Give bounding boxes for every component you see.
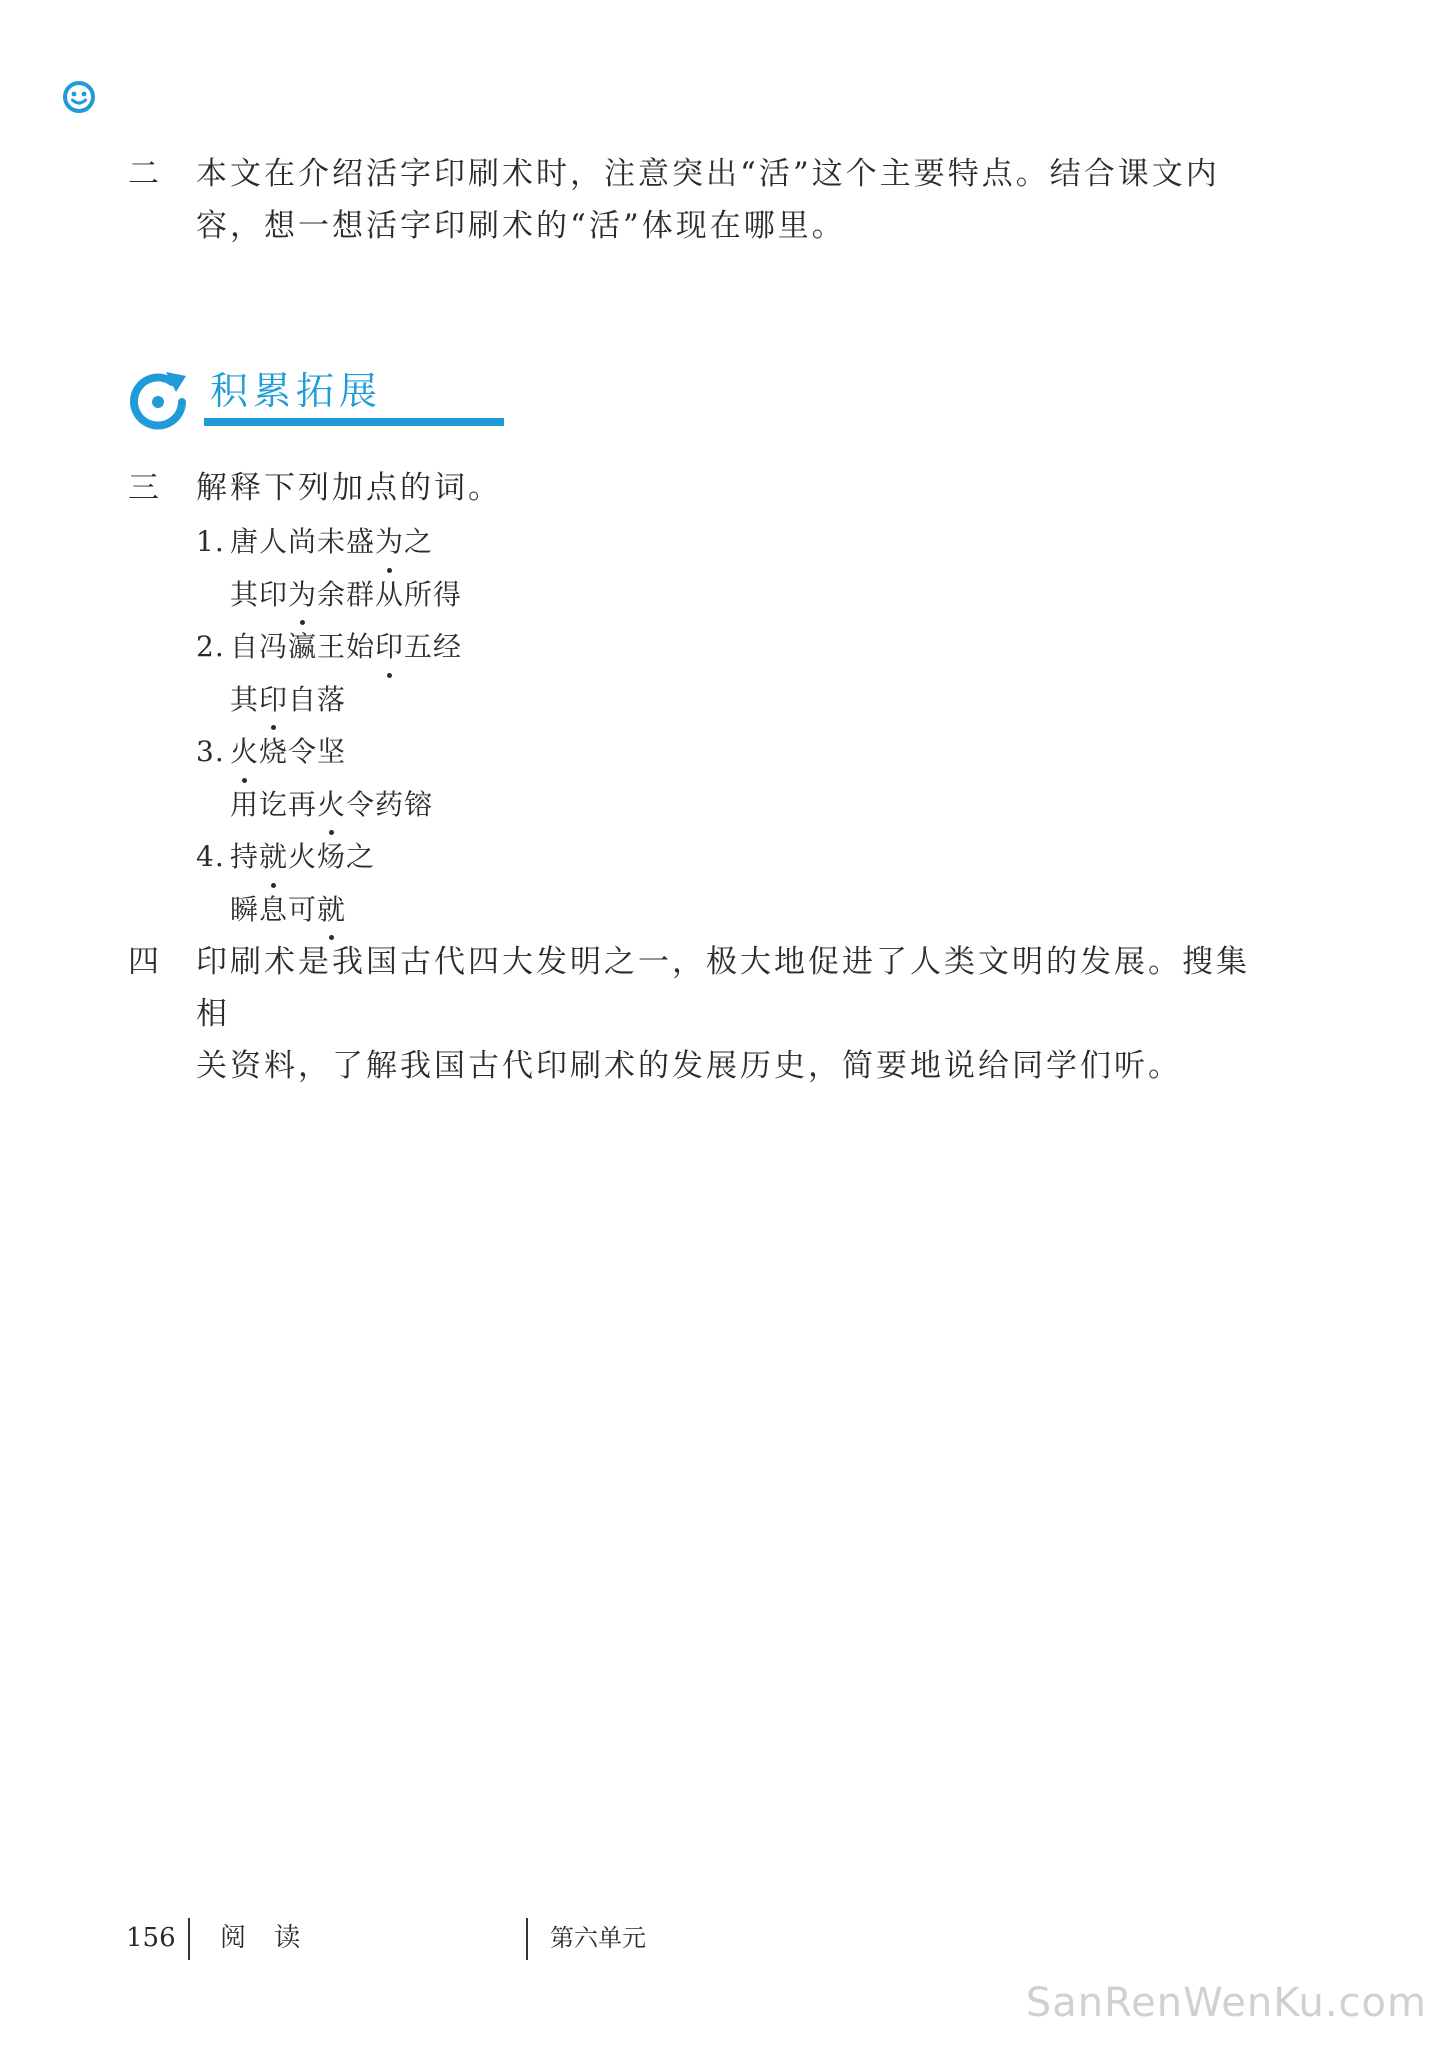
exercise-line: 印刷术是我国古代四大发明之一，极大地促进了人类文明的发展。搜集相 <box>196 944 1250 1032</box>
list-item <box>196 884 462 937</box>
exercise-line: 关资料，了解我国古代印刷术的发展历史，简要地说给同学们听。 <box>196 1048 1182 1084</box>
dotted-word: 火 <box>317 779 346 832</box>
list-item <box>196 569 462 622</box>
dotted-word: 就 <box>317 884 346 937</box>
item-index: 3. <box>196 735 225 768</box>
footer-section-name: 阅 读 <box>220 1923 311 1953</box>
dotted-word: 为 <box>375 516 404 569</box>
dotted-word: 为 <box>288 569 317 622</box>
list-item <box>196 726 462 779</box>
section-header <box>126 366 426 436</box>
dotted-word: 印 <box>259 674 288 727</box>
item-index: 4. <box>196 840 225 873</box>
exercise-3 <box>128 462 1278 514</box>
list-item <box>196 674 462 727</box>
exercise-number: 四 <box>128 944 162 980</box>
exercise-text <box>196 148 1278 252</box>
list-item <box>196 779 462 832</box>
item-text-post: 之 <box>404 525 434 558</box>
smiley-icon <box>62 80 96 114</box>
exercise-number: 三 <box>128 470 162 506</box>
item-text-post: 余群从所得 <box>317 577 463 611</box>
exercise-text <box>196 936 1278 1092</box>
exercise-prompt: 解释下列加点的词。 <box>196 470 502 506</box>
item-text-pre: 其印 <box>230 577 289 611</box>
watermark: SanRenWenKu.com <box>1025 1980 1427 2026</box>
item-text-post: 火炀之 <box>288 840 376 873</box>
list-item <box>196 621 462 674</box>
item-text-pre: 持 <box>230 840 260 873</box>
item-text-pre: 唐人尚未盛 <box>230 525 376 558</box>
dotted-word: 印 <box>375 621 404 674</box>
item-text-post: 自落 <box>288 682 347 716</box>
exercise-line: 本文在介绍活字印刷术时，注意突出“活”这个主要特点。结合课文内 <box>196 156 1220 192</box>
item-text-post: 烧令坚 <box>259 735 347 768</box>
item-text-post: 五经 <box>404 630 463 663</box>
exercise-4 <box>128 936 1278 1092</box>
exercise-line: 容，想一想活字印刷术的“活”体现在哪里。 <box>196 208 846 244</box>
item-text-post: 令药镕 <box>346 787 434 821</box>
footer-divider <box>188 1918 190 1960</box>
footer-divider <box>526 1918 528 1960</box>
item-index: 1. <box>196 525 225 558</box>
item-index: 2. <box>196 630 225 663</box>
footer-unit-name: 第六单元 <box>550 1924 646 1952</box>
item-text-pre: 自冯瀛王始 <box>230 630 376 663</box>
item-text-pre: 用讫再 <box>230 787 318 821</box>
dotted-word: 就 <box>259 831 288 884</box>
refresh-arrow-icon <box>126 368 190 432</box>
page-number: 156 <box>126 1923 176 1953</box>
item-text-pre: 瞬息可 <box>230 892 318 926</box>
section-title: 积累拓展 <box>210 369 383 413</box>
section-underline <box>204 418 504 426</box>
word-list <box>196 516 462 936</box>
exercise-2 <box>128 148 1278 252</box>
list-item <box>196 831 462 884</box>
exercise-number: 二 <box>128 156 162 192</box>
list-item <box>196 516 462 569</box>
item-text-pre: 其 <box>230 682 260 716</box>
dotted-word: 火 <box>230 726 259 779</box>
